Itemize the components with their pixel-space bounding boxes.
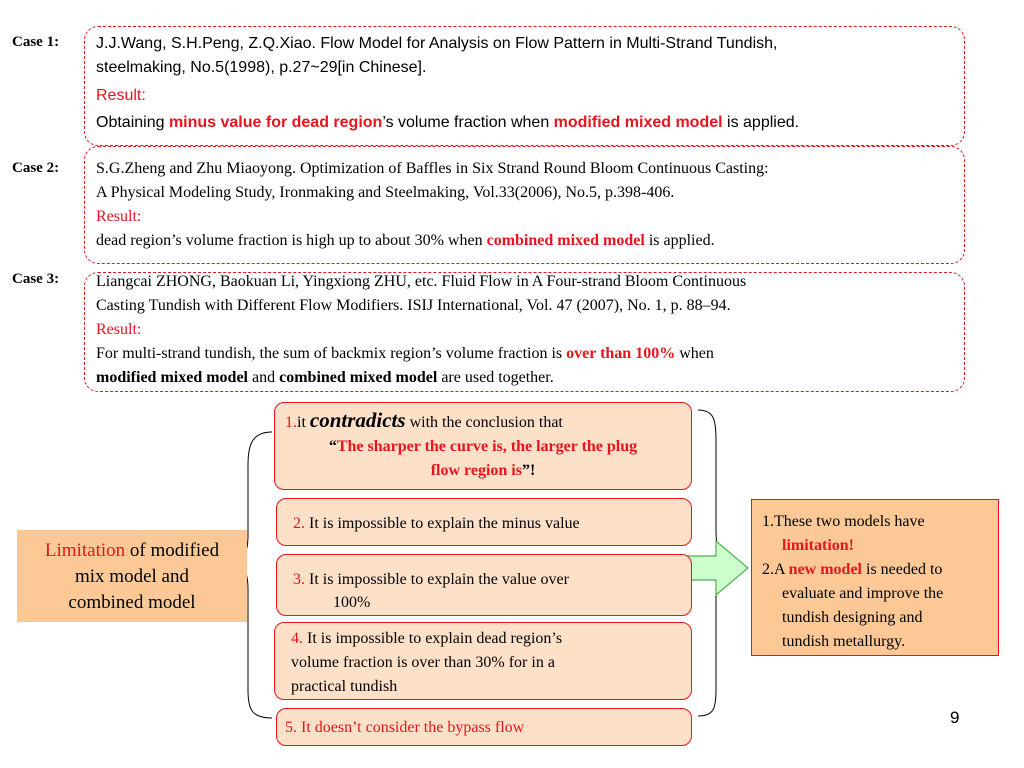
limitation-line1 — [17, 538, 247, 564]
conclusion-box — [751, 499, 999, 656]
conclusion-line3-pre: 2.A — [762, 561, 789, 578]
case3-bold-combined: combined mixed model — [279, 369, 438, 386]
point-3-line2: 100% — [333, 594, 371, 611]
case1-highlight-minus: minus value for dead region — [168, 114, 383, 131]
point-4-body1: It is impossible to explain dead region’s — [303, 630, 563, 647]
case3-highlight-over100: over than 100% — [566, 345, 676, 362]
point-2-box — [276, 498, 692, 546]
point-2-number: 2. — [293, 515, 305, 532]
case2-reference-line1: S.G.Zheng and Zhu Miaoyong. Optimization of Baffles in Six Strand Round Bloom Continuous Casting: — [96, 160, 769, 177]
case3-reference-line2: Casting Tundish with Different Flow Modifiers. ISIJ International, Vol. 47 (2007), No. 1, p. 88–94. — [96, 297, 731, 314]
case1-reference-line1: J.J.Wang, S.H.Peng, Z.Q.Xiao. Flow Model for Analysis on Flow Pattern in Multi-Strand Tundish, — [96, 35, 778, 52]
case3-result-line1-pre: For multi-strand tundish, the sum of backmix region’s volume fraction is — [96, 345, 567, 362]
case3-bold-modified: modified mixed model — [96, 369, 248, 386]
case2-label: Case 2: — [12, 160, 60, 176]
case3-result-line1-post: when — [675, 345, 714, 362]
point-1-quote-open: “ — [328, 438, 337, 455]
point-1-number: 1. — [285, 414, 297, 431]
conclusion-new-model: new model — [788, 561, 862, 578]
point-4-line1 — [291, 628, 562, 650]
case1-result-mid: ’s volume fraction when — [382, 114, 554, 131]
point-5-box — [276, 708, 692, 746]
point-4-box — [274, 622, 692, 700]
point-3-number: 3. — [293, 571, 305, 588]
point-4-line2: volume fraction is over than 30% for in a — [291, 654, 555, 671]
case1-result-label: Result: — [96, 87, 146, 104]
limitation-line2: mix model and — [75, 566, 189, 587]
case1-result-pre: Obtaining — [96, 114, 169, 131]
limitation-line3: combined model — [68, 592, 196, 613]
case3-label: Case 3: — [12, 271, 60, 287]
case2-result-post: is applied. — [644, 232, 715, 249]
case2-result-label: Result: — [96, 208, 142, 225]
page-number: 9 — [950, 708, 960, 727]
point-3-line1 — [293, 569, 569, 591]
point-2-text — [293, 513, 580, 535]
limitation-rest: of modified — [125, 540, 220, 561]
conclusion-line3 — [762, 558, 998, 582]
point-1-it: it — [297, 414, 310, 431]
point-4-number: 4. — [291, 630, 303, 647]
case3-reference-line1: Liangcai ZHONG, Baokuan Li, Yingxiong ZHU, etc. Fluid Flow in A Four-strand Bloom Continuous — [96, 273, 747, 290]
case1-highlight-model: modified mixed model — [553, 114, 723, 131]
case1-reference-line2: steelmaking, No.5(1998), p.27~29[in Chinese]. — [96, 59, 427, 76]
point-1-quote-hl1: The sharper the curve is, the larger the plug — [336, 438, 638, 455]
point-1-quote-hl2: flow region is — [430, 462, 522, 479]
limitation-box — [17, 530, 247, 622]
point-1-contradicts: contradicts — [309, 408, 406, 432]
conclusion-line1: 1.These two models have — [762, 513, 925, 530]
point-3-body1: It is impossible to explain the value over — [305, 571, 569, 588]
case3-result-label: Result: — [96, 321, 142, 338]
point-1-quote-line1 — [275, 436, 691, 458]
point-1-box — [274, 402, 692, 490]
point-1-quote-line2 — [275, 460, 691, 482]
conclusion-limitation: limitation! — [782, 537, 854, 554]
case2-highlight-model: combined mixed model — [486, 232, 645, 249]
conclusion-line5: tundish designing and — [782, 609, 923, 626]
point-3-box — [276, 554, 692, 616]
point-2-body: It is impossible to explain the minus value — [305, 515, 580, 532]
conclusion-line3-post: is needed to — [862, 561, 943, 578]
point-5-text: 5. It doesn’t consider the bypass flow — [285, 719, 525, 736]
conclusion-line6: tundish metallurgy. — [782, 633, 906, 650]
conclusion-line4: evaluate and improve the — [782, 585, 944, 602]
case1-result-post: is applied. — [722, 114, 800, 131]
limitation-highlight: Limitation — [44, 540, 126, 561]
case3-result-line2-mid: and — [248, 369, 280, 386]
case2-reference-line2: A Physical Modeling Study, Ironmaking and Steelmaking, Vol.33(2006), No.5, p.398-406. — [96, 184, 675, 201]
case2-result-pre: dead region’s volume fraction is high up to about 30% when — [96, 232, 487, 249]
point-4-line3: practical tundish — [291, 678, 398, 695]
point-1-line1 — [285, 409, 563, 434]
case3-result-line2-post: are used together. — [437, 369, 554, 386]
case1-label: Case 1: — [12, 34, 60, 50]
point-1-rest: with the conclusion that — [405, 414, 563, 431]
point-1-quote-close: ”! — [521, 462, 536, 479]
